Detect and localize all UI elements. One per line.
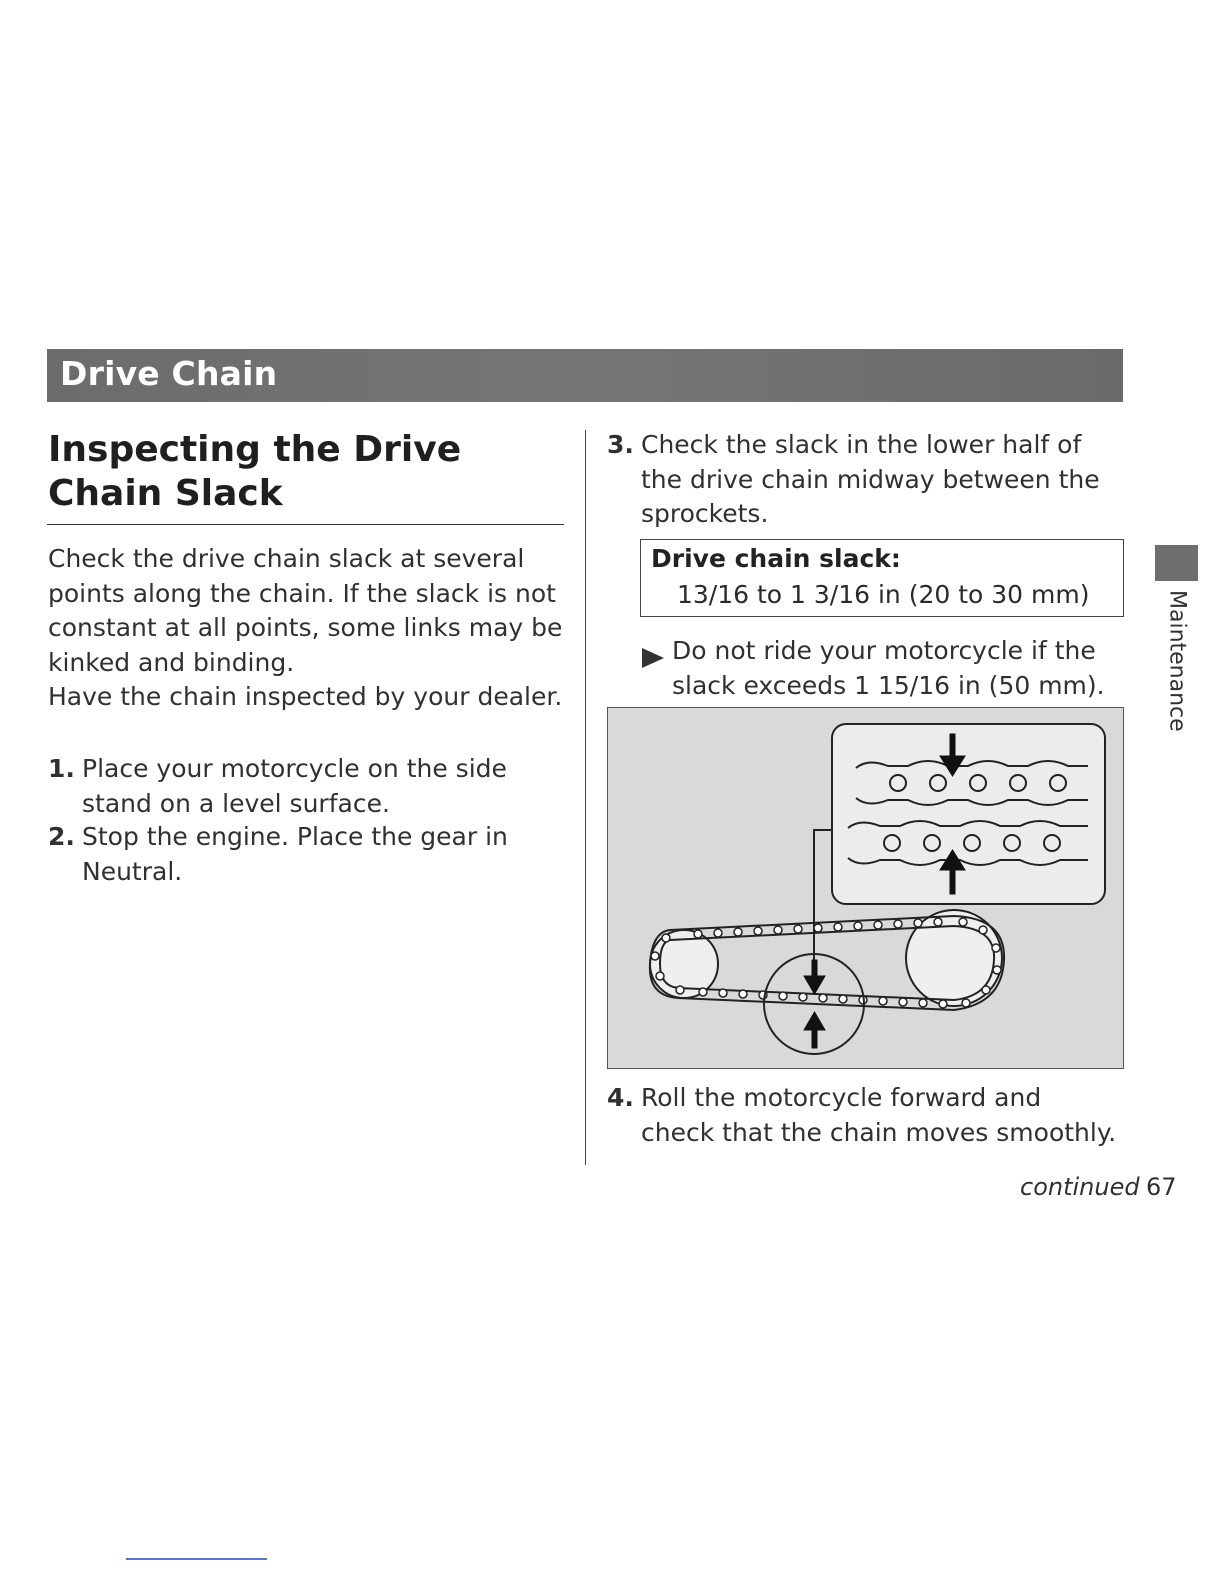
page-number: 67 — [1146, 1173, 1177, 1201]
step-number: 1. — [48, 754, 75, 783]
step-text: Place your motorcycle on the side stand on a level surface. — [82, 754, 507, 818]
step-2 — [48, 820, 568, 889]
title-divider — [47, 524, 564, 525]
step-4 — [607, 1081, 1117, 1150]
chapter-tab-marker — [1155, 545, 1198, 581]
spec-value: 13/16 to 1 3/16 in (20 to 30 mm) — [677, 580, 1090, 609]
note-text: Do not ride your motorcycle if the slack exceeds 1 15/16 in (50 mm). — [672, 636, 1105, 700]
chain-slack-illustration — [607, 707, 1124, 1069]
intro-paragraph: Have the chain inspected by your dealer. — [48, 682, 563, 711]
column-divider — [585, 430, 586, 1165]
intro-text — [48, 542, 568, 715]
continued-label: continued — [1020, 1173, 1140, 1201]
section-title: Inspecting the Drive Chain Slack — [48, 429, 462, 514]
step-text: Check the slack in the lower half of the drive chain midway between the sprockets. — [641, 430, 1100, 528]
intro-paragraph: Check the drive chain slack at several points along the chain. If the slack is not constant at all points, some links may be kinked and binding. — [48, 544, 563, 677]
spec-box — [640, 539, 1124, 617]
section-banner — [47, 349, 1123, 402]
chapter-tab-label — [1155, 590, 1198, 740]
step-1 — [48, 752, 568, 821]
step-number: 4. — [607, 1083, 634, 1112]
bottom-rule — [126, 1558, 267, 1560]
triangle-right-icon — [642, 643, 664, 678]
chapter-tab-text: Maintenance — [1164, 590, 1190, 732]
step-text: Stop the engine. Place the gear in Neutral. — [82, 822, 508, 886]
banner-title: Drive Chain — [60, 354, 278, 393]
caution-note — [642, 634, 1132, 703]
step-number: 3. — [607, 430, 634, 459]
step-text: Roll the motorcycle forward and check that the chain moves smoothly. — [641, 1083, 1117, 1147]
step-number: 2. — [48, 822, 75, 851]
spec-label: Drive chain slack: — [651, 544, 901, 573]
step-3 — [607, 428, 1117, 532]
